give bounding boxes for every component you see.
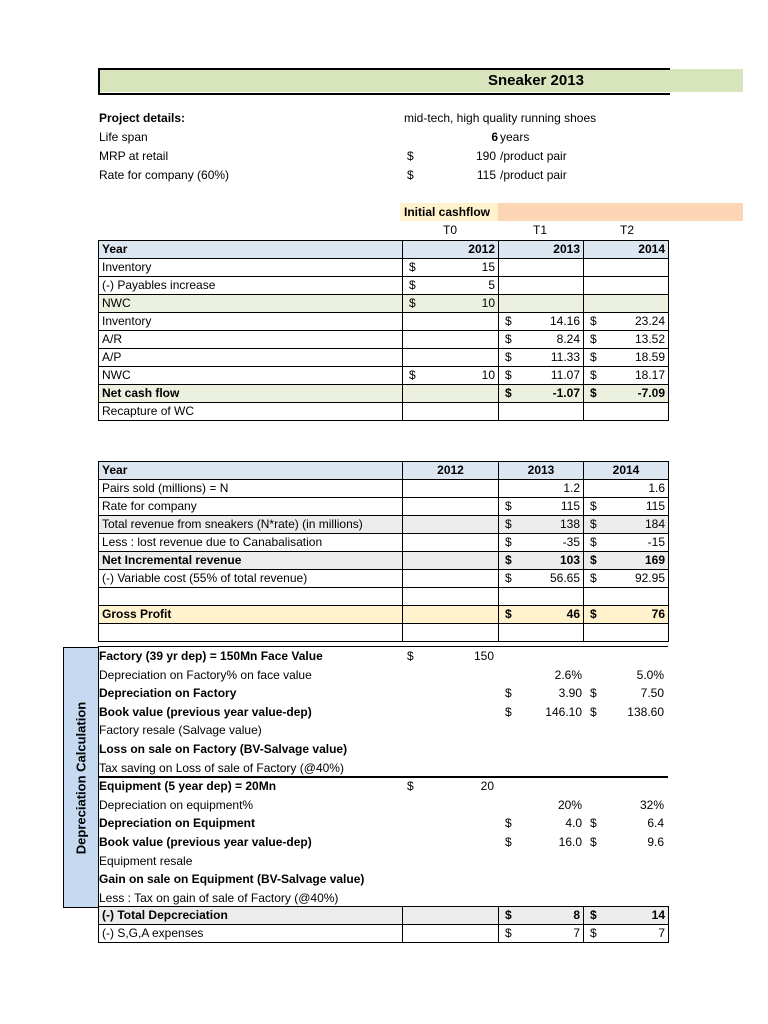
- cell-value: 5: [488, 278, 495, 292]
- rate-unit: /product pair: [500, 168, 567, 182]
- cell-value: 1.6: [648, 481, 665, 495]
- cell-value: 18.17: [634, 368, 665, 382]
- cashflow-row: [99, 403, 669, 421]
- currency-symbol: $: [505, 686, 512, 701]
- revenue-cell-2013: [499, 570, 584, 588]
- cell-value: 14: [651, 908, 665, 922]
- project-heading: Project details:: [99, 111, 186, 125]
- cashflow-row: [99, 313, 669, 331]
- currency-symbol: $: [590, 926, 597, 940]
- depreciation-label: Depreciation Calculation: [73, 701, 89, 854]
- currency-symbol: $: [505, 607, 512, 621]
- cashflow-cell-2012: [403, 313, 499, 331]
- currency-symbol: $: [590, 517, 597, 531]
- revenue-row: [99, 462, 669, 480]
- revenue-cell-2012: [403, 588, 499, 606]
- cashflow-row-label: Recapture of WC: [99, 403, 403, 421]
- currency-symbol: $: [505, 535, 512, 549]
- cashflow-cell-2012: [403, 331, 499, 349]
- depreciation-row-label: Tax saving on Loss of sale of Factory (@40%): [99, 760, 344, 775]
- life-span-label: Life span: [99, 130, 148, 144]
- currency-symbol: $: [409, 368, 416, 382]
- revenue-row-label: Pairs sold (millions) = N: [99, 480, 403, 498]
- cell-value: 11.07: [550, 368, 580, 382]
- depreciation-cell-value: 16.0: [558, 835, 582, 849]
- revenue-row-label: [99, 588, 403, 606]
- cashflow-cell-2014: [584, 331, 669, 349]
- cell-value: -35: [562, 535, 580, 549]
- revenue-row: [99, 606, 669, 624]
- cashflow-row: [99, 259, 669, 277]
- depreciation-row: [99, 647, 668, 665]
- cashflow-row: [99, 331, 669, 349]
- revenue-row: [99, 480, 669, 498]
- cashflow-row-label: Net cash flow: [99, 385, 403, 403]
- currency-symbol: $: [590, 332, 597, 346]
- revenue-cell-2014: [584, 480, 669, 498]
- mrp-currency: $: [407, 149, 414, 163]
- bottom-cell-2012: [403, 907, 499, 925]
- cashflow-cell-2012: [403, 367, 499, 385]
- mrp-unit: /product pair: [500, 149, 567, 163]
- project-description: mid-tech, high quality running shoes: [404, 111, 597, 125]
- cell-value: 115: [560, 499, 580, 513]
- depreciation-cell-value: 5.0%: [636, 667, 664, 682]
- cashflow-row: [99, 277, 669, 295]
- revenue-cell-2014: [584, 624, 669, 642]
- currency-symbol: $: [590, 816, 597, 831]
- cell-value: 7: [573, 926, 580, 940]
- bottom-row-label: (-) S,G,A expenses: [99, 925, 403, 943]
- currency-symbol: $: [505, 926, 512, 940]
- revenue-cell-2013: [499, 606, 584, 624]
- revenue-row-label: Year: [99, 462, 403, 480]
- revenue-row: [99, 624, 669, 642]
- cashflow-cell-2013: [499, 241, 584, 259]
- currency-symbol: $: [590, 686, 597, 701]
- cashflow-row: [99, 349, 669, 367]
- cell-value: 138: [559, 517, 580, 531]
- revenue-cell-2012: [403, 534, 499, 552]
- cashflow-cell-2012: [403, 385, 499, 403]
- revenue-row-label: Total revenue from sneakers (N*rate) (in millions): [99, 516, 403, 534]
- depreciation-row-label: Depreciation on equipment%: [99, 797, 254, 812]
- depreciation-row-label: Book value (previous year value-dep): [99, 704, 312, 719]
- cell-value: 2012: [468, 242, 495, 256]
- bottom-cell-2013: [499, 907, 584, 925]
- revenue-cell-2012: [403, 516, 499, 534]
- cashflow-cell-2013: [499, 403, 584, 421]
- currency-symbol: $: [590, 350, 597, 364]
- bottom-cell-2014: [584, 925, 669, 943]
- revenue-cell-2012: [403, 570, 499, 588]
- revenue-cell-2013: [499, 552, 584, 570]
- currency-symbol: $: [505, 314, 512, 328]
- cashflow-row: [99, 367, 669, 385]
- depreciation-row-label: Book value (previous year value-dep): [99, 835, 312, 849]
- revenue-cell-2012: [403, 606, 499, 624]
- mrp-value: 190: [475, 149, 496, 163]
- cashflow-row-label: Inventory: [99, 313, 403, 331]
- depreciation-row: [99, 777, 668, 795]
- cell-value: 92.95: [634, 571, 665, 585]
- rate-label: Rate for company (60%): [99, 168, 230, 182]
- depreciation-row-label: Depreciation on Factory: [99, 686, 237, 701]
- currency-symbol: $: [590, 314, 597, 328]
- cashflow-row-label: (-) Payables increase: [99, 277, 403, 295]
- currency-symbol: $: [590, 368, 597, 382]
- cashflow-row-label: Year: [99, 241, 403, 259]
- currency-symbol: $: [590, 499, 597, 513]
- revenue-cell-2014: [584, 588, 669, 606]
- cell-value: 11.33: [550, 350, 580, 364]
- cashflow-cell-2013: [499, 295, 584, 313]
- depreciation-row-label: Less : Tax on gain of sale of Factory (@40%): [99, 890, 339, 905]
- revenue-cell-2013: [499, 480, 584, 498]
- cell-value: 2013: [553, 242, 580, 256]
- depreciation-row: [99, 796, 668, 814]
- currency-symbol: $: [505, 499, 512, 513]
- depreciation-row: [99, 703, 668, 721]
- cashflow-cell-2014: [584, 367, 669, 385]
- cell-value: 23.24: [634, 314, 665, 328]
- currency-symbol: $: [505, 816, 512, 831]
- depreciation-cell-value: 138.60: [627, 704, 664, 719]
- period-t2: T2: [620, 223, 635, 237]
- depreciation-row-label: Equipment (5 year dep) = 20Mn: [99, 779, 277, 794]
- cell-value: -7.09: [637, 386, 665, 400]
- cashflow-row: [99, 295, 669, 313]
- depreciation-row-label: Depreciation on Factory% on face value: [99, 667, 312, 682]
- depreciation-row-label: Loss on sale on Factory (BV-Salvage value): [99, 742, 348, 756]
- mrp-label: MRP at retail: [99, 149, 169, 163]
- revenue-cell-2012: [403, 552, 499, 570]
- revenue-cell-2012: [403, 480, 499, 498]
- cashflow-cell-2012: [403, 277, 499, 295]
- currency-symbol: $: [505, 386, 512, 400]
- cashflow-cell-2013: [499, 331, 584, 349]
- depreciation-cell-value: 6.4: [647, 816, 664, 831]
- currency-symbol: $: [590, 835, 597, 849]
- bottom-row-label: (-) Total Depcreciation: [99, 907, 403, 925]
- revenue-cell-2014: [584, 516, 669, 534]
- cashflow-cell-2013: [499, 277, 584, 295]
- currency-symbol: $: [590, 535, 597, 549]
- depreciation-cell-value: 20: [480, 779, 494, 794]
- cashflow-cell-2013: [499, 349, 584, 367]
- revenue-cell-2013: [499, 498, 584, 516]
- depreciation-row: [99, 721, 668, 739]
- depreciation-row-label: Gain on sale on Equipment (BV-Salvage value): [99, 872, 365, 887]
- currency-symbol: $: [409, 278, 416, 292]
- cashflow-cell-2014: [584, 403, 669, 421]
- depreciation-cell-value: 9.6: [647, 835, 664, 849]
- cashflow-cell-2012: [403, 259, 499, 277]
- cashflow-cell-2014: [584, 385, 669, 403]
- cell-value: 184: [644, 517, 665, 531]
- depreciation-row: [99, 833, 668, 851]
- cell-value: 18.59: [634, 350, 665, 364]
- currency-symbol: $: [409, 260, 416, 274]
- cashflow-cell-2013: [499, 259, 584, 277]
- cell-value: 15: [481, 260, 495, 274]
- bottom-row: [99, 907, 669, 925]
- cashflow-cell-2013: [499, 385, 584, 403]
- cell-value: 103: [559, 553, 580, 567]
- cashflow-cell-2013: [499, 367, 584, 385]
- bottom-cell-2012: [403, 925, 499, 943]
- currency-symbol: $: [505, 332, 512, 346]
- depreciation-cell-value: 3.90: [558, 686, 582, 701]
- currency-symbol: $: [505, 571, 512, 585]
- rate-value: 115: [476, 168, 496, 182]
- depreciation-sideband: [63, 647, 99, 908]
- depreciation-row-label: Factory resale (Salvage value): [99, 723, 262, 738]
- revenue-row: [99, 588, 669, 606]
- depreciation-cell-value: 150: [473, 649, 494, 663]
- cell-value: 10: [481, 368, 495, 382]
- depreciation-row: [99, 684, 668, 702]
- dep-divider-mid: [98, 776, 668, 778]
- cell-value: 56.65: [549, 571, 580, 585]
- revenue-table: [98, 461, 669, 642]
- currency-symbol: $: [505, 350, 512, 364]
- depreciation-cell-value: 2.6%: [554, 667, 582, 682]
- initial-cashflow-label: Initial cashflow: [400, 203, 498, 221]
- revenue-cell-2014: [584, 606, 669, 624]
- revenue-row: [99, 570, 669, 588]
- revenue-row-label: Net Incremental revenue: [99, 552, 403, 570]
- cell-value: 13.52: [634, 332, 665, 346]
- currency-symbol: $: [590, 553, 597, 567]
- cashflow-row-label: NWC: [99, 295, 403, 313]
- cashflow-cell-2014: [584, 295, 669, 313]
- cell-value: 2013: [527, 463, 555, 477]
- cashflow-cell-2012: [403, 241, 499, 259]
- cell-value: -15: [647, 535, 665, 549]
- cell-value: 14.16: [549, 314, 580, 328]
- bottom-cell-2014: [584, 907, 669, 925]
- depreciation-row-label: Depreciation on Equipment: [99, 816, 256, 831]
- cashflow-table: [98, 240, 669, 421]
- currency-symbol: $: [409, 296, 416, 310]
- revenue-cell-2014: [584, 534, 669, 552]
- currency-symbol: $: [590, 704, 597, 719]
- depreciation-row: [99, 852, 668, 870]
- cell-value: 2014: [638, 242, 665, 256]
- revenue-cell-2013: [499, 624, 584, 642]
- cashflow-cell-2014: [584, 241, 669, 259]
- initial-cashflow-band: [497, 203, 743, 221]
- cell-value: 2014: [612, 463, 640, 477]
- revenue-cell-2013: [499, 516, 584, 534]
- revenue-row-label: Gross Profit: [99, 606, 403, 624]
- revenue-cell-2012: [403, 462, 499, 480]
- cell-value: 10: [481, 296, 495, 310]
- cell-value: 169: [644, 553, 665, 567]
- currency-symbol: $: [407, 649, 414, 663]
- cashflow-row-label: Inventory: [99, 259, 403, 277]
- cashflow-row: [99, 385, 669, 403]
- depreciation-cell-value: 20%: [557, 797, 582, 812]
- period-t1: T1: [533, 223, 548, 237]
- cashflow-cell-2012: [403, 349, 499, 367]
- depreciation-row: [99, 740, 668, 758]
- revenue-cell-2014: [584, 570, 669, 588]
- cell-value: 76: [651, 607, 665, 621]
- cashflow-row-label: NWC: [99, 367, 403, 385]
- cashflow-row: [99, 241, 669, 259]
- cashflow-cell-2014: [584, 277, 669, 295]
- dep-divider-top: [98, 646, 668, 647]
- life-span-value: 6: [491, 130, 498, 144]
- depreciation-cell-value: 4.0: [565, 816, 582, 831]
- revenue-row-label: [99, 624, 403, 642]
- depreciation-row: [99, 666, 668, 684]
- currency-symbol: $: [505, 704, 512, 719]
- revenue-row: [99, 534, 669, 552]
- currency-symbol: $: [505, 517, 512, 531]
- cell-value: 115: [645, 499, 665, 513]
- title-band-border: [98, 68, 670, 95]
- revenue-cell-2013: [499, 462, 584, 480]
- revenue-cell-2012: [403, 624, 499, 642]
- currency-symbol: $: [505, 553, 512, 567]
- period-t0: T0: [443, 223, 458, 237]
- currency-symbol: $: [590, 908, 597, 922]
- depreciation-cell-value: 32%: [639, 797, 664, 812]
- currency-symbol: $: [590, 386, 597, 400]
- revenue-row-label: Rate for company: [99, 498, 403, 516]
- currency-symbol: $: [505, 835, 512, 849]
- bottom-cell-2013: [499, 925, 584, 943]
- depreciation-row: [99, 814, 668, 832]
- currency-symbol: $: [407, 779, 414, 794]
- cell-value: -1.07: [552, 386, 580, 400]
- depreciation-row: [99, 889, 668, 907]
- revenue-row: [99, 498, 669, 516]
- cashflow-cell-2013: [499, 313, 584, 331]
- cashflow-cell-2012: [403, 403, 499, 421]
- cashflow-cell-2012: [403, 295, 499, 313]
- revenue-cell-2014: [584, 498, 669, 516]
- revenue-row: [99, 516, 669, 534]
- revenue-cell-2013: [499, 588, 584, 606]
- depreciation-row-label: Equipment resale: [99, 853, 193, 868]
- depreciation-row-label: Factory (39 yr dep) = 150Mn Face Value: [99, 649, 323, 663]
- cell-value: 1.2: [563, 481, 580, 495]
- cashflow-cell-2014: [584, 259, 669, 277]
- cell-value: 8.24: [556, 332, 580, 346]
- cell-value: 2012: [437, 463, 464, 477]
- life-span-unit: years: [500, 130, 530, 144]
- currency-symbol: $: [590, 607, 597, 621]
- currency-symbol: $: [590, 571, 597, 585]
- revenue-cell-2014: [584, 462, 669, 480]
- revenue-cell-2014: [584, 552, 669, 570]
- bottom-table: [98, 906, 669, 943]
- depreciation-cell-value: 146.10: [545, 704, 582, 719]
- revenue-cell-2013: [499, 534, 584, 552]
- revenue-cell-2012: [403, 498, 499, 516]
- currency-symbol: $: [505, 908, 512, 922]
- currency-symbol: $: [505, 368, 512, 382]
- revenue-row: [99, 552, 669, 570]
- bottom-row: [99, 925, 669, 943]
- cell-value: 8: [573, 908, 580, 922]
- cashflow-row-label: A/R: [99, 331, 403, 349]
- cashflow-cell-2014: [584, 349, 669, 367]
- cell-value: 46: [566, 607, 580, 621]
- cashflow-cell-2014: [584, 313, 669, 331]
- revenue-row-label: (-) Variable cost (55% of total revenue): [99, 570, 403, 588]
- depreciation-row: [99, 759, 668, 777]
- cell-value: 7: [658, 926, 665, 940]
- depreciation-row: [99, 870, 668, 888]
- depreciation-cell-value: 7.50: [640, 686, 664, 701]
- rate-currency: $: [407, 168, 414, 182]
- revenue-row-label: Less : lost revenue due to Canabalisation: [99, 534, 403, 552]
- page-title: Sneaker 2013: [488, 72, 584, 89]
- cashflow-row-label: A/P: [99, 349, 403, 367]
